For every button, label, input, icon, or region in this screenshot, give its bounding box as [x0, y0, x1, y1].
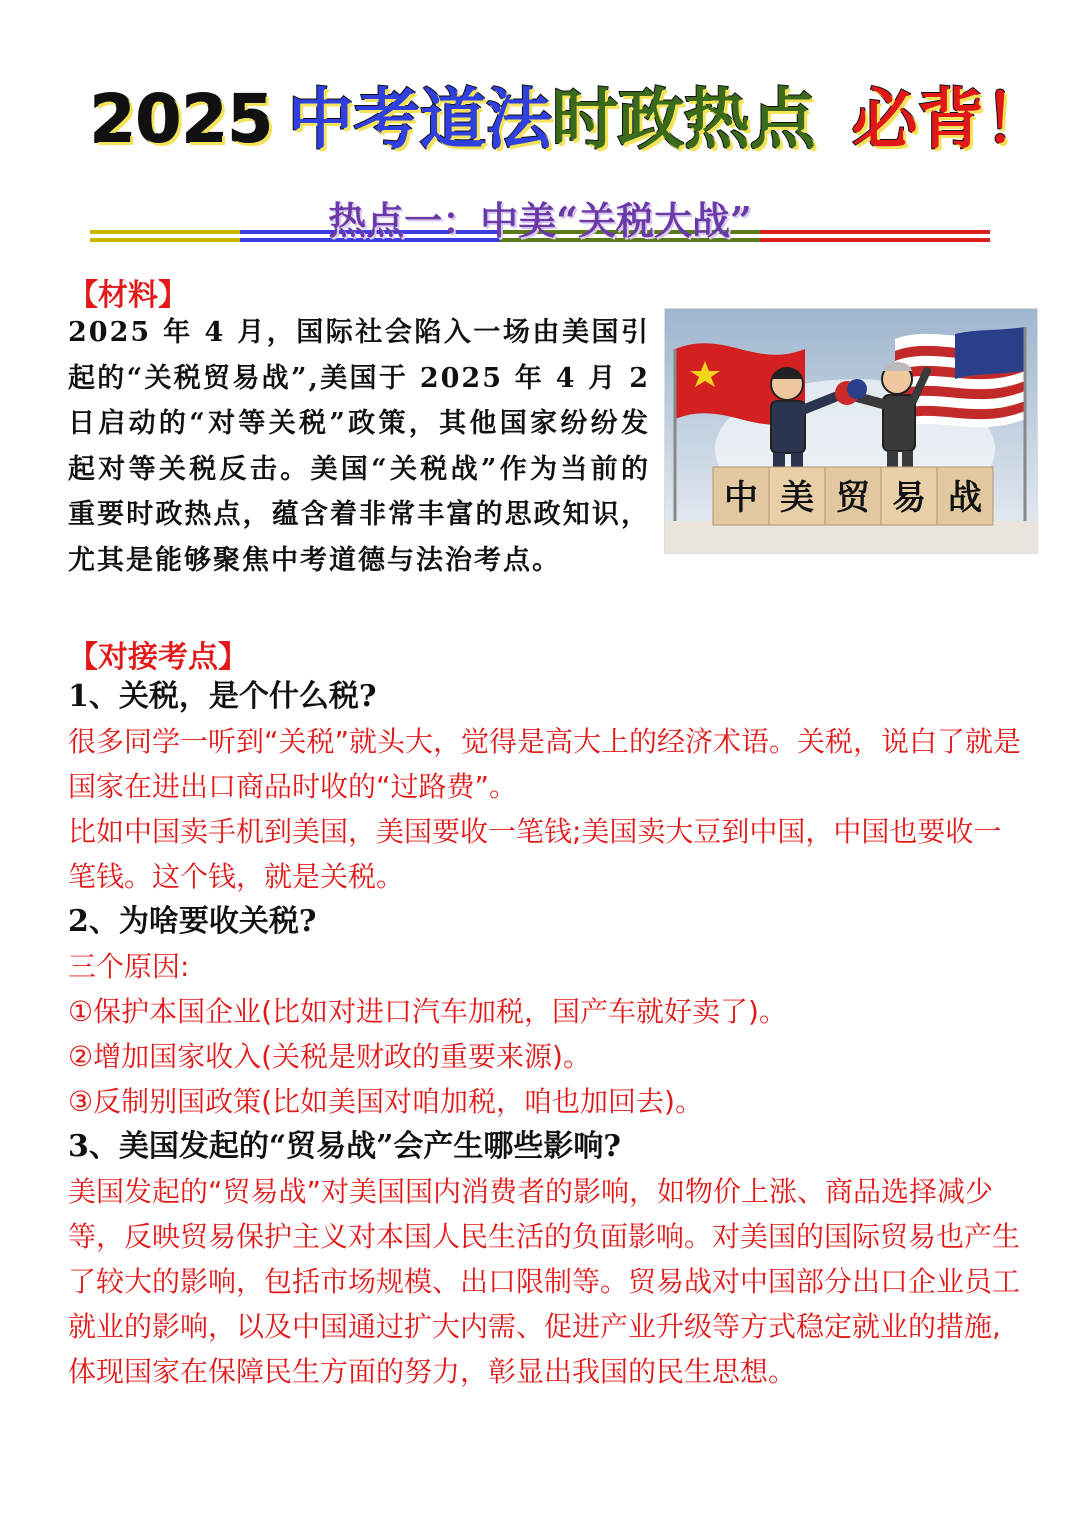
answer-1-1: 很多同学一听到“关税”就头大，觉得是高大上的经济术语。关税，说白了就是国家在进出口商品时收的“过路费”。 — [68, 725, 1022, 803]
title-part2: 时政热点 — [551, 81, 816, 158]
question-3: 3、美国发起的“贸易战”会产生哪些影响? — [68, 1129, 621, 1164]
block-4: 易 — [892, 478, 926, 518]
answer-2-3: ②增加国家收入(关税是财政的重要来源)。 — [68, 1040, 591, 1073]
trade-war-svg — [665, 309, 1037, 553]
block-5: 战 — [948, 478, 982, 518]
answer-1-2: 比如中国卖手机到美国，美国要收一笔钱;美国卖大豆到中国，中国也要收一笔钱。这个钱，就是关税。 — [68, 815, 1002, 893]
title-year: 2025 — [90, 81, 274, 158]
page-title — [90, 78, 1050, 170]
answer-3-1: 美国发起的“贸易战”对美国国内消费者的影响，如物价上涨、商品选择减少等，反映贸易保护主义对本国人民生活的负面影响。对美国的国际贸易也产生了较大的影响，包括市场规模、出口限制等。贸易战对中国部分出口企业员工就业的影响，以及中国通过扩大内需、促进产业升级等方式稳定就业的措施,体现国家在保障民生方面的努力，彰显出我国的民生思想。 — [68, 1175, 1021, 1388]
block-1: 中 — [724, 478, 758, 518]
title-text — [90, 78, 1050, 162]
wooden-blocks — [713, 467, 993, 525]
answer-2-1: 三个原因: — [68, 950, 190, 983]
answer-2-2: ①保护本国企业(比如对进口汽车加税，国产车就好卖了)。 — [68, 995, 787, 1028]
points-label: 【对接考点】 — [68, 640, 248, 675]
material-label: 【材料】 — [68, 278, 188, 313]
key-points — [68, 674, 1028, 1394]
answer-2-4: ③反制别国政策(比如美国对咱加税，咱也加回去)。 — [68, 1085, 703, 1118]
question-2: 2、为啥要收关税? — [68, 904, 317, 939]
title-part3: 必背！ — [851, 81, 1050, 158]
block-3: 贸 — [836, 478, 870, 518]
question-1: 1、关税，是个什么税? — [68, 679, 377, 714]
block-2: 美 — [780, 478, 814, 518]
section-subtitle: 热点一：中美“关税大战” — [328, 198, 752, 243]
title-part1: 中考道法 — [287, 81, 552, 158]
trade-war-illustration — [664, 308, 1038, 554]
material-text: 2025 年 4 月，国际社会陷入一场由美国引起的“关税贸易战”,美国于 2025 年 4 月 2 日启动的“对等关税”政策，其他国家纷纷发起对等关税反击。美国“关税战”作为当前的重要时政热点，蕴含着非常丰富的思政知识，尤其是能够聚焦中考道德与法治考点。 — [68, 317, 650, 576]
